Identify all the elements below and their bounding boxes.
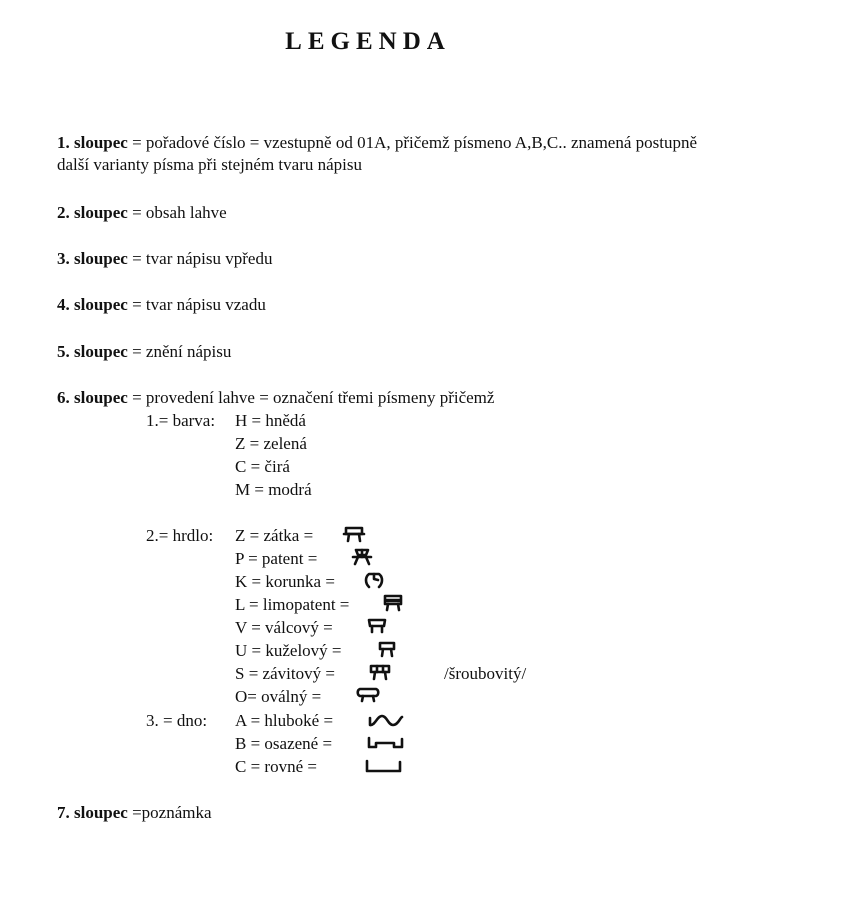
hrdlo-item-s: S = závitový =: [235, 664, 335, 683]
column-7-line: [57, 803, 212, 823]
column-description: = provedení lahve = označení třemi písmeny přičemž: [127, 388, 495, 407]
column-label: 2. sloupec: [57, 203, 128, 222]
hrdlo-item-v: V = válcový =: [235, 618, 333, 637]
dno-heading: 3. = dno:: [146, 711, 208, 730]
hrdlo-item-z: Z = zátka =: [235, 526, 314, 545]
hrdlo-item-u: U = kuželový =: [235, 641, 342, 660]
hrdlo-heading: 2.= hrdlo:: [146, 526, 214, 545]
rovne-icon: [364, 756, 404, 776]
hluboke-icon: [367, 710, 405, 730]
zavitovy-icon: [368, 662, 392, 682]
column-label: 6. sloupec: [57, 388, 128, 407]
limopatent-icon: [381, 593, 405, 613]
column-6-line: [57, 388, 494, 408]
column-label: 7. sloupec: [57, 803, 128, 822]
hrdlo-item-l: L = limopatent =: [235, 595, 350, 614]
barva-item-m: M = modrá: [235, 480, 312, 499]
zatka-icon: [342, 524, 366, 544]
kuzelovy-icon: [375, 639, 399, 659]
dno-item-c: C = rovné =: [235, 757, 317, 776]
barva-item-z: Z = zelená: [235, 434, 307, 453]
hrdlo-item-o: O= oválný =: [235, 687, 322, 706]
valcovy-icon: [365, 616, 389, 636]
hrdlo-item-k: K = korunka =: [235, 572, 335, 591]
column-label: 3. sloupec: [57, 249, 128, 268]
column-1-line: [57, 133, 697, 153]
column-1-continuation: další varianty písma při stejném tvaru nápisu: [57, 155, 362, 174]
hrdlo-note: /šroubovitý/: [444, 664, 527, 683]
column-label: 1. sloupec: [57, 133, 128, 152]
column-3-line: [57, 249, 272, 269]
column-label: 5. sloupec: [57, 342, 128, 361]
dno-item-a: A = hluboké =: [235, 711, 334, 730]
barva-heading: 1.= barva:: [146, 411, 216, 430]
column-description: = tvar nápisu vzadu: [127, 295, 266, 314]
column-description: = tvar nápisu vpředu: [127, 249, 273, 268]
korunka-icon: [362, 570, 386, 590]
barva-item-c: C = čirá: [235, 457, 290, 476]
ovalny-icon: [355, 685, 381, 705]
column-description: = pořadové číslo = vzestupně od 01A, přičemž písmeno A,B,C.. znamená postupně: [127, 133, 698, 152]
hrdlo-item-p: P = patent =: [235, 549, 318, 568]
column-label: 4. sloupec: [57, 295, 128, 314]
barva-item-h: H = hnědá: [235, 411, 306, 430]
column-description: = znění nápisu: [127, 342, 232, 361]
page-title: LEGENDA: [285, 28, 451, 55]
osazene-icon: [366, 733, 406, 753]
column-2-line: [57, 203, 227, 223]
column-4-line: [57, 295, 266, 315]
column-5-line: [57, 342, 231, 362]
column-description: =poznámka: [127, 803, 212, 822]
dno-item-b: B = osazené =: [235, 734, 333, 753]
column-description: = obsah lahve: [127, 203, 227, 222]
patent-icon: [350, 547, 374, 567]
